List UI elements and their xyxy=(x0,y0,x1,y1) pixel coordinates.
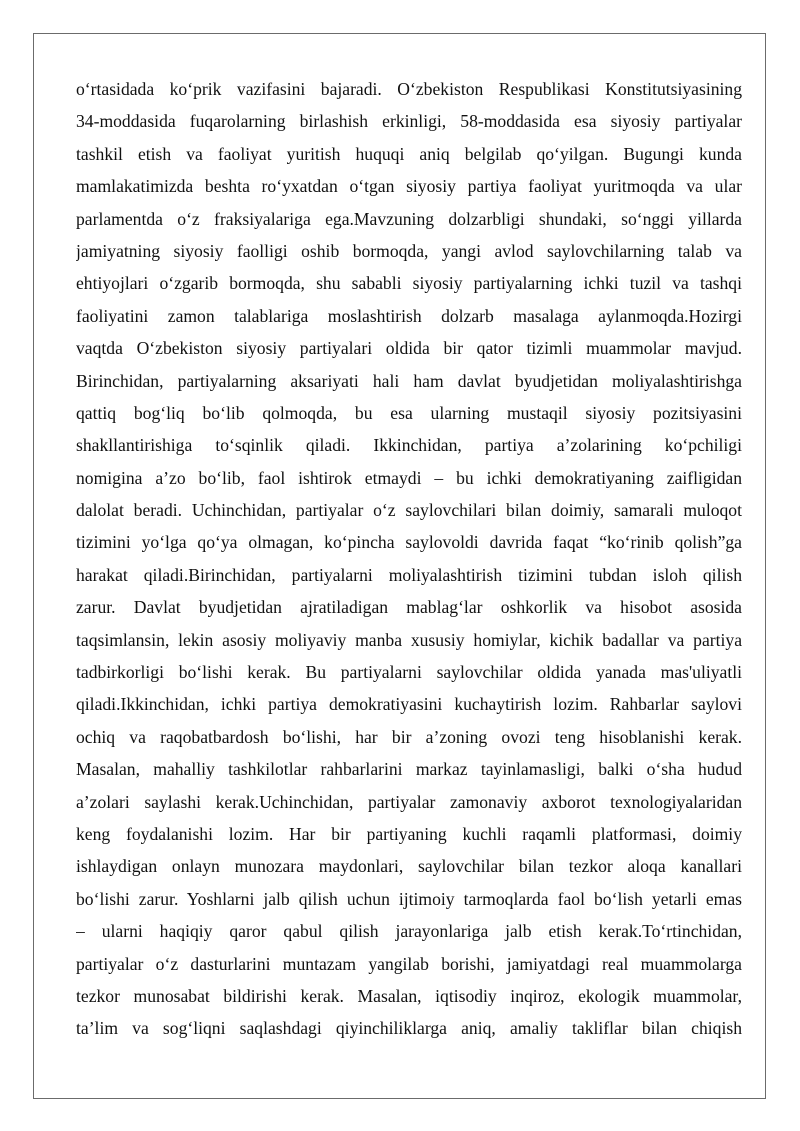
text-line: mamlakatimizda beshta ro‘yxatdan o‘tgan siyosiy partiya faoliyat yuritmoqda va ular xyxy=(76,176,742,197)
text-line: faoliyatini zamon talablariga moslashtirish dolzarb masalaga aylanmoqda.Hozirgi xyxy=(76,305,742,326)
text-line: nomigina a’zo bo‘lib, faol ishtirok etmaydi – bu ichki demokratiyaning zaifligidan xyxy=(76,467,742,488)
text-line: ochiq va raqobatbardosh bo‘lishi, har bir a’zoning ovozi teng hisoblanishi kerak. xyxy=(76,726,742,747)
text-line: taqsimlansin, lekin asosiy moliyaviy manba xususiy homiylar, kichik badallar va partiya xyxy=(76,629,742,650)
text-line: dalolat beradi. Uchinchidan, partiyalar o‘z saylovchilari bilan doimiy, samarali muloqot xyxy=(76,500,742,521)
text-line: vaqtda O‘zbekiston siyosiy partiyalari oldida bir qator tizimli muammolar mavjud. xyxy=(76,338,742,359)
text-line: bo‘lishi zarur. Yoshlarni jalb qilish uchun ijtimoiy tarmoqlarda faol bo‘lish yetarli emas xyxy=(76,888,742,909)
text-line: qiladi.Ikkinchidan, ichki partiya demokratiyasini kuchaytirish lozim. Rahbarlar saylovi xyxy=(76,694,742,715)
text-line: ehtiyojlari o‘zgarib bormoqda, shu sababli siyosiy partiyalarning ichki tuzil va tashqi xyxy=(76,273,742,294)
text-line: partiyalar o‘z dasturlarini muntazam yangilab borishi, jamiyatdagi real muammolarga xyxy=(76,953,742,974)
text-line: qattiq bog‘liq bo‘lib qolmoqda, bu esa ularning mustaqil siyosiy pozitsiyasini xyxy=(76,402,742,423)
text-line: Masalan, mahalliy tashkilotlar rahbarlarini markaz tayinlamasligi, balki o‘sha hudud xyxy=(76,759,742,780)
text-line: 34-moddasida fuqarolarning birlashish erkinligi, 58-moddasida esa siyosiy partiyalar xyxy=(76,111,742,132)
text-line: ishlaydigan onlayn munozara maydonlari, saylovchilar bilan tezkor aloqa kanallari xyxy=(76,856,742,877)
document-body xyxy=(76,73,742,1045)
text-line: jamiyatning siyosiy faolligi oshib bormoqda, yangi avlod saylovchilarning talab va xyxy=(76,240,742,261)
text-line: tashkil etish va faoliyat yuritish huquqi aniq belgilab qo‘yilgan. Bugungi kunda xyxy=(76,143,742,164)
text-line: tadbirkorligi bo‘lishi kerak. Bu partiyalarni saylovchilar oldida yanada mas'uliyatli xyxy=(76,662,742,683)
text-line: ta’lim va sog‘liqni saqlashdagi qiyinchiliklarga aniq, amaliy takliflar bilan chiqish xyxy=(76,1018,742,1039)
text-line: zarur. Davlat byudjetidan ajratiladigan mablag‘lar oshkorlik va hisobot asosida xyxy=(76,597,742,618)
text-line: parlamentda o‘z fraksiyalariga ega.Mavzuning dolzarbligi shundaki, so‘nggi yillarda xyxy=(76,208,742,229)
text-line: a’zolari saylashi kerak.Uchinchidan, partiyalar zamonaviy axborot texnologiyalaridan xyxy=(76,791,742,812)
text-line: – ularni haqiqiy qaror qabul qilish jarayonlariga jalb etish kerak.To‘rtinchidan, xyxy=(76,921,742,942)
text-line: o‘rtasidada ko‘prik vazifasini bajaradi. O‘zbekiston Respublikasi Konstitutsiyasining xyxy=(76,79,742,99)
text-line: tizimini yo‘lga qo‘ya olmagan, ko‘pincha saylovoldi davrida faqat “ko‘rinib qolish”ga xyxy=(76,532,742,553)
text-line: Birinchidan, partiyalarning aksariyati hali ham davlat byudjetidan moliyalashtirishga xyxy=(76,370,742,391)
text-line: keng foydalanishi lozim. Har bir partiyaning kuchli raqamli platformasi, doimiy xyxy=(76,823,742,844)
text-line: shakllantirishiga to‘sqinlik qiladi. Ikkinchidan, partiya a’zolarining ko‘pchiligi xyxy=(76,435,742,456)
text-line: tezkor munosabat bildirishi kerak. Masalan, iqtisodiy inqiroz, ekologik muammolar, xyxy=(76,985,742,1006)
text-line: harakat qiladi.Birinchidan, partiyalarni moliyalashtirish tizimini tubdan isloh qilish xyxy=(76,564,742,585)
